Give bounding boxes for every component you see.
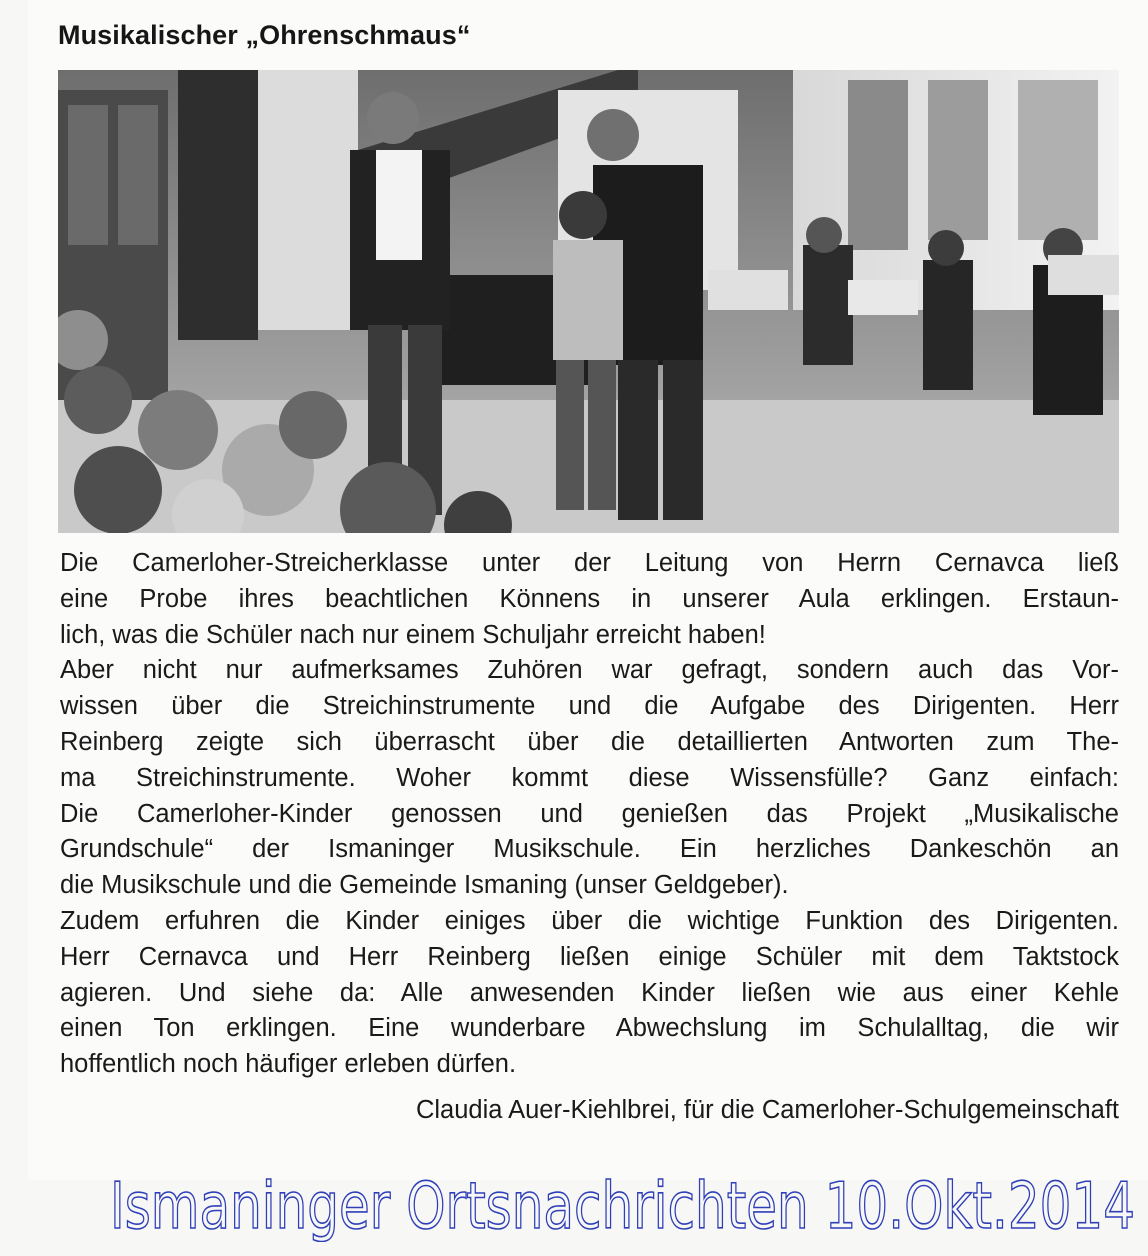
article-body: [60, 546, 1119, 1083]
article-line: ma Streichinstrumente. Woher kommt diese Wissensfülle? Ganz einfach:: [60, 763, 1119, 792]
article-line: hoffentlich noch häufiger erleben dürfen.: [60, 1050, 517, 1079]
article-line: Die Camerloher-Streicherklasse unter der Leitung von Herrn Cernavca ließ: [60, 549, 1119, 577]
article-line: Herr Cernavca und Herr Reinberg ließen einige Schüler mit dem Taktstock: [60, 942, 1119, 971]
article-line: agieren. Und siehe da: Alle anwesenden Kinder ließen wie aus einer Kehle: [60, 978, 1119, 1007]
article-line: einen Ton erklingen. Eine wunderbare Abwechslung im Schulalltag, die wir: [60, 1014, 1119, 1043]
handwritten-note-text: Ismaninger Ortsnachrichten 10.Okt.2014: [110, 1172, 1135, 1242]
photo-illustration: [58, 70, 1119, 533]
article-line: wissen über die Streichinstrumente und die Aufgabe des Dirigenten. Herr: [60, 692, 1119, 721]
article-line: die Musikschule und die Gemeinde Ismaning (unser Geldgeber).: [60, 871, 789, 900]
article-photo: [58, 70, 1119, 533]
article-line: Reinberg zeigte sich überrascht über die detaillierten Antworten zum The-: [60, 727, 1119, 756]
article-line: Aber nicht nur aufmerksames Zuhören war gefragt, sondern auch das Vor-: [60, 656, 1119, 685]
handwritten-note: [110, 1172, 1140, 1242]
article-signature: Claudia Auer-Kiehlbrei, für die Camerloher-Schulgemeinschaft: [415, 1096, 1119, 1124]
article-line: Die Camerloher-Kinder genossen und genießen das Projekt „Musikalische: [60, 799, 1119, 828]
article-headline: Musikalischer „Ohrenschmaus“: [58, 20, 471, 50]
article-line: Grundschule“ der Ismaninger Musikschule. Ein herzliches Dankeschön an: [60, 835, 1119, 864]
article-line: Zudem erfuhren die Kinder einiges über die wichtige Funktion des Dirigenten.: [60, 906, 1119, 935]
article-line: lich, was die Schüler nach nur einem Schuljahr erreicht haben!: [60, 620, 766, 649]
article-line: eine Probe ihres beachtlichen Könnens in unserer Aula erklingen. Erstaun-: [60, 584, 1119, 613]
